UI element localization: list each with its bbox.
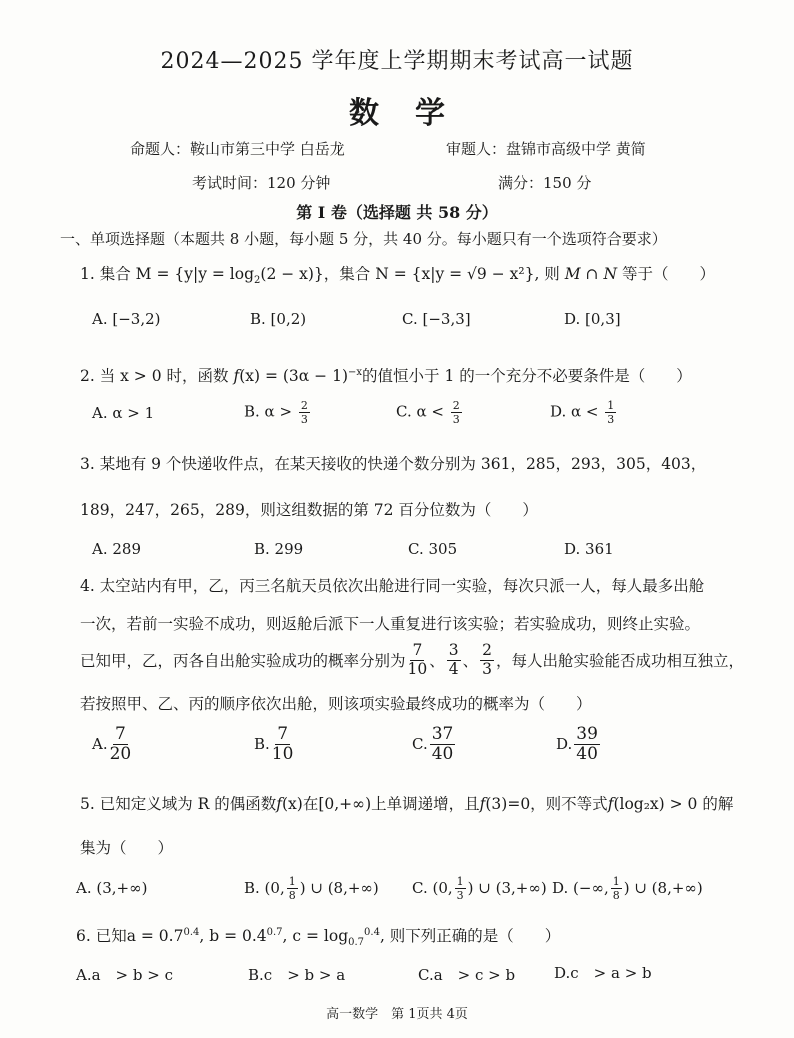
part-one-instructions: 一、单项选择题（本题共 8 小题，每小题 5 分，共 40 分。每小题只有一个选项符合要求） bbox=[60, 230, 667, 248]
section-title: 第 I 卷（选择题 共 58 分） bbox=[296, 203, 498, 222]
question-2-option-d: D. α < $\frac{1}{3}$ bbox=[550, 399, 615, 426]
question-5-option-a: A. (3,+∞) bbox=[76, 879, 148, 897]
fraction: $\frac{2}{3}$ bbox=[482, 641, 493, 678]
question-4-line-1: 4. 太空站内有甲，乙，丙三名航天员依次出舱进行同一实验，每次只派一人，每人最多出舱 bbox=[80, 577, 705, 595]
question-2-option-a: A. α > 1 bbox=[92, 404, 155, 422]
question-4-option-a: A. $\frac{7}{20}$ bbox=[92, 723, 132, 764]
question-5-line-1: 5. 已知定义域为 R 的偶函数f(x)在[0,+∞)上单调递增，且f(3)=0，则不等式f(log₂x) > 0 的解 bbox=[80, 795, 734, 813]
fraction: $\frac{7}{20}$ bbox=[109, 723, 132, 764]
question-1-option-a: A. [−3,2) bbox=[92, 310, 161, 328]
fraction: $\frac{2}{3}$ bbox=[452, 399, 460, 426]
question-2-option-b: B. α > $\frac{2}{3}$ bbox=[244, 399, 308, 426]
question-6-option-b: B.c > b > a bbox=[248, 966, 346, 984]
question-6-option-d: D.c > a > b bbox=[554, 964, 652, 982]
question-6-option-a: A.a > b > c bbox=[76, 966, 173, 984]
fraction: $\frac{2}{3}$ bbox=[300, 399, 308, 426]
question-4-line-2: 一次，若前一实验不成功，则返舱后派下一人重复进行该实验；若实验成功，则终止实验。 bbox=[80, 615, 701, 633]
fraction: $\frac{7}{10}$ bbox=[271, 723, 294, 764]
question-3-line-2: 189，247，265，289，则这组数据的第 72 百分位数为（ ） bbox=[80, 501, 538, 519]
question-1-stem: 1. 集合 $M = \{y|y = \log_2(2 - x)\}$，集合 N = {x|y = √9 − x²}, 则 M ∩ N 等于（ ） bbox=[80, 265, 715, 287]
subject-title: 数学 bbox=[349, 96, 481, 131]
exam-time: 考试时间：120 分钟 bbox=[192, 174, 331, 192]
question-5-option-b: B. (0, $\frac{1}{8}$ ) ∪ (8,+∞) bbox=[244, 874, 379, 902]
question-4-option-d: D. $\frac{39}{40}$ bbox=[556, 723, 598, 764]
question-2-stem: 2. 当 x > 0 时，函数 $f(x) = (3\alpha - 1)^{-x}$的值恒小于 1 的一个充分不必要条件是（ ） bbox=[80, 366, 692, 385]
question-4-option-c: C. $\frac{37}{40}$ bbox=[412, 723, 454, 764]
question-3-option-a: A. 289 bbox=[92, 540, 141, 558]
question-3-option-c: C. 305 bbox=[408, 540, 458, 558]
question-1-option-c: C. [−3,3] bbox=[402, 310, 471, 328]
author-info: 命题人：鞍山市第三中学 白岳龙 bbox=[130, 140, 345, 158]
question-4-option-b: B. $\frac{7}{10}$ bbox=[254, 723, 294, 764]
full-score: 满分：150 分 bbox=[498, 174, 592, 192]
question-5-line-2: 集为（ ） bbox=[80, 839, 174, 857]
fraction: $\frac{39}{40}$ bbox=[576, 723, 598, 764]
question-3-option-d: D. 361 bbox=[564, 540, 614, 558]
fraction: $\frac{1}{8}$ bbox=[612, 874, 620, 902]
question-3-option-b: B. 299 bbox=[254, 540, 304, 558]
exam-title: 2024—2025 学年度上学期期末考试高一试题 bbox=[160, 49, 634, 74]
question-6-option-c: C.a > c > b bbox=[418, 966, 516, 984]
question-5-option-d: D. (−∞, $\frac{1}{8}$ ) ∪ (8,+∞) bbox=[552, 874, 703, 902]
fraction: $\frac{37}{40}$ bbox=[431, 723, 454, 764]
question-1-option-b: B. [0,2) bbox=[250, 310, 307, 328]
fraction: $\frac{3}{4}$ bbox=[448, 641, 459, 678]
question-3-line-1: 3. 某地有 9 个快递收件点，在某天接收的快递个数分别为 361，285，293，305，403， bbox=[80, 455, 707, 473]
question-5-option-c: C. (0, $\frac{1}{3}$ ) ∪ (3,+∞) bbox=[412, 874, 547, 902]
reviewer-info: 审题人：盘锦市高级中学 黄简 bbox=[446, 140, 646, 158]
question-4-line-4: 若按照甲、乙、丙的顺序依次出舱，则该项实验最终成功的概率为（ ） bbox=[80, 695, 592, 713]
fraction: $\frac{1}{3}$ bbox=[607, 399, 615, 426]
question-1-option-d: D. [0,3] bbox=[564, 310, 621, 328]
question-6-stem: 6. 已知$a = 0.7^{0.4}$, $b = 0.4^{0.7}$, $c = \log_{0.7}^{0.4}$, 则下列正确的是（ ） bbox=[76, 926, 561, 949]
page-footer: 高一数学 第 1页共 4页 bbox=[326, 1007, 468, 1022]
fraction: $\frac{7}{10}$ bbox=[407, 641, 428, 678]
question-2-option-c: C. α < $\frac{2}{3}$ bbox=[396, 399, 460, 426]
fraction: $\frac{1}{3}$ bbox=[456, 874, 464, 902]
question-4-line-3: 已知甲，乙，丙各自出舱实验成功的概率分别为 $\frac{7}{10}$ 、 $\frac{3}{4}$ 、 $\frac{2}{3}$ ，每人出舱实验能否成功相互独立， bbox=[80, 641, 745, 678]
fraction: $\frac{1}{8}$ bbox=[288, 874, 296, 902]
